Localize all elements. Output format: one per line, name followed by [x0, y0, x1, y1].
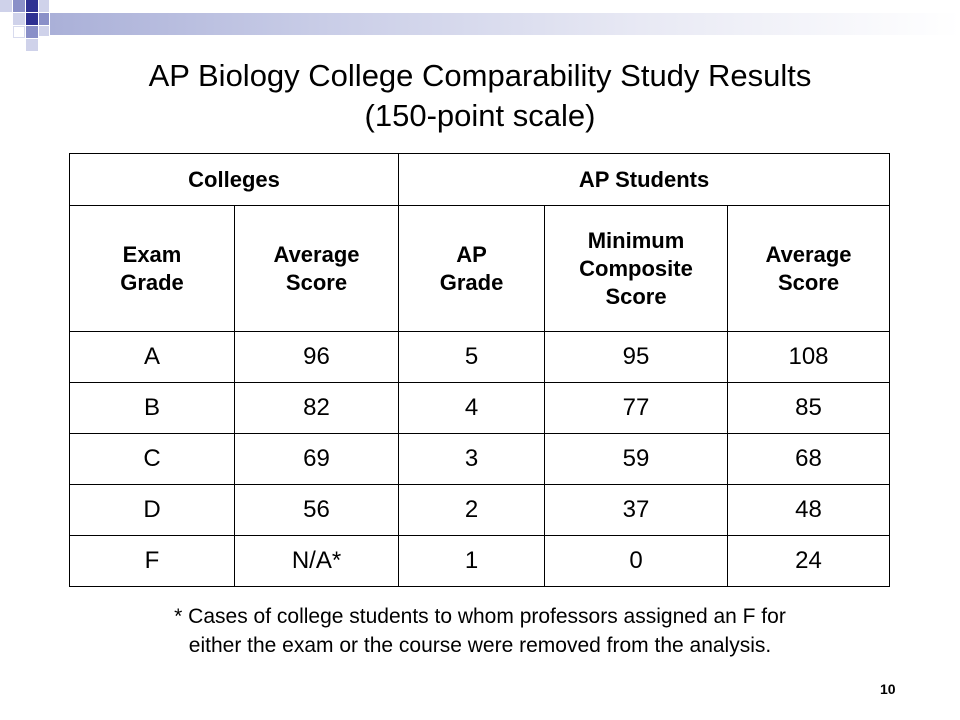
corner-square-decoration [26, 39, 38, 51]
table-cell: F [70, 536, 235, 587]
table-cell: 48 [728, 485, 890, 536]
table-cell: 2 [399, 485, 545, 536]
column-header-college-average-score: Average Score [235, 206, 399, 332]
table-cell: 82 [235, 383, 399, 434]
group-header-row [70, 154, 890, 206]
column-header-exam-grade: Exam Grade [70, 206, 235, 332]
table-cell: 96 [235, 332, 399, 383]
corner-square-decoration [39, 0, 49, 12]
corner-square-decoration [26, 26, 38, 38]
corner-square-decoration [26, 13, 38, 25]
header-decoration-band [50, 13, 960, 35]
table-cell: 95 [545, 332, 728, 383]
footnote [60, 602, 900, 660]
group-header-colleges: Colleges [70, 154, 399, 206]
table-cell: 5 [399, 332, 545, 383]
corner-square-decoration [0, 0, 12, 12]
table-cell: 108 [728, 332, 890, 383]
corner-square-decoration [26, 0, 38, 12]
table-cell: 3 [399, 434, 545, 485]
table-cell: 59 [545, 434, 728, 485]
table-row [70, 383, 890, 434]
table-cell: A [70, 332, 235, 383]
slide-title-line2: (150-point scale) [364, 98, 596, 133]
column-header-ap-average-score: Average Score [728, 206, 890, 332]
table-cell: 69 [235, 434, 399, 485]
table-cell: B [70, 383, 235, 434]
table-cell: 4 [399, 383, 545, 434]
table-row [70, 485, 890, 536]
column-header-row [70, 206, 890, 332]
table-cell: N/A* [235, 536, 399, 587]
slide-title-line1: AP Biology College Comparability Study Results [148, 58, 812, 93]
corner-square-decoration [13, 0, 25, 12]
table-cell: C [70, 434, 235, 485]
corner-square-decoration [39, 13, 49, 25]
page-number: 10 [880, 681, 896, 697]
table-cell: 1 [399, 536, 545, 587]
results-table [69, 153, 890, 587]
table-row [70, 536, 890, 587]
table-row [70, 332, 890, 383]
corner-square-decoration [13, 26, 25, 38]
table-cell: 85 [728, 383, 890, 434]
corner-square-decoration [39, 26, 49, 36]
table-cell: 77 [545, 383, 728, 434]
footnote-line1: * Cases of college students to whom professors assigned an F for [174, 605, 786, 628]
table-cell: 37 [545, 485, 728, 536]
table-row [70, 434, 890, 485]
slide-title [40, 56, 920, 136]
group-header-ap-students: AP Students [399, 154, 890, 206]
table-cell: 68 [728, 434, 890, 485]
column-header-minimum-composite-score: Minimum Composite Score [545, 206, 728, 332]
table-cell: D [70, 485, 235, 536]
footnote-line2: either the exam or the course were removed from the analysis. [188, 634, 772, 657]
table-cell: 24 [728, 536, 890, 587]
column-header-ap-grade: AP Grade [399, 206, 545, 332]
corner-square-decoration [13, 13, 25, 25]
table-cell: 56 [235, 485, 399, 536]
table-cell: 0 [545, 536, 728, 587]
